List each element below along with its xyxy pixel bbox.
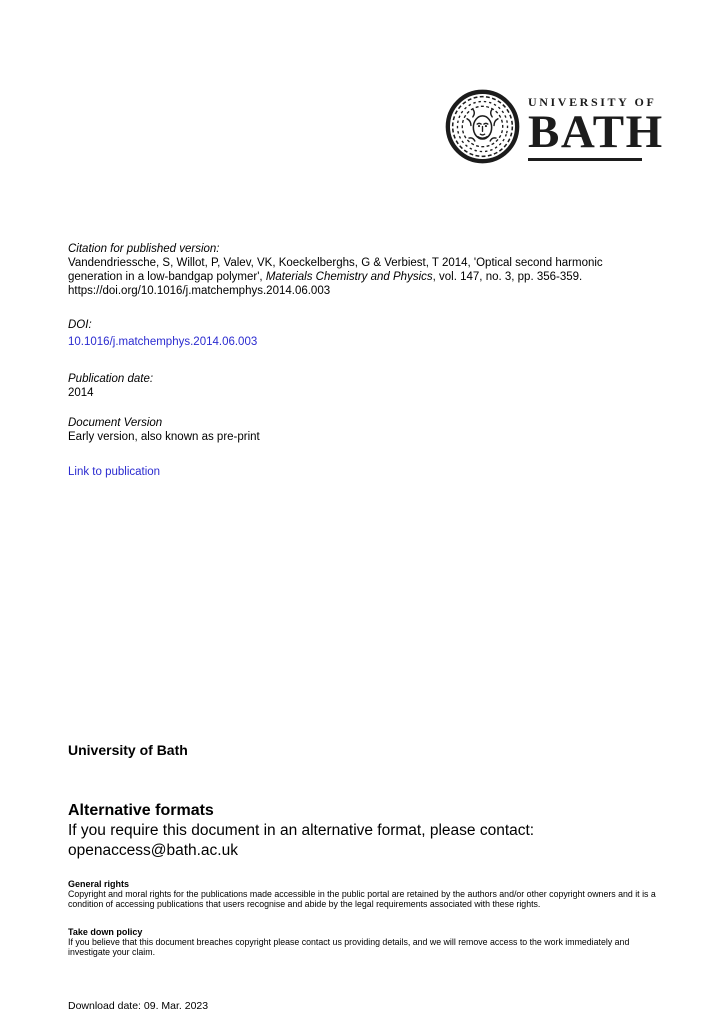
citation-journal-name: Materials Chemistry and Physics xyxy=(265,271,433,283)
citation-label: Citation for published version: xyxy=(68,243,220,255)
take-down-policy-body: If you believe that this document breaches copyright please contact us providing details, and we will remove access to the work immediately and investigate your claim. xyxy=(68,937,630,957)
alternative-formats-text: If you require this document in an alternative format, please contact: xyxy=(68,822,535,839)
alternative-formats-heading: Alternative formats xyxy=(68,802,214,819)
alternative-formats-email: openaccess@bath.ac.uk xyxy=(68,842,238,859)
document-version-section xyxy=(68,416,660,444)
doi-section xyxy=(68,318,660,350)
logo-bath-text: BATH xyxy=(528,106,664,158)
link-to-publication-section xyxy=(68,462,660,480)
bath-medallion-icon xyxy=(444,88,521,165)
citation-volume-pages: , vol. 147, no. 3, pp. 356-359. xyxy=(432,271,583,283)
document-version-label: Document Version xyxy=(68,417,163,429)
alternative-formats-section xyxy=(68,801,660,861)
general-rights-body: Copyright and moral rights for the publications made accessible in the public portal are retained by the authors and/or other copyright owners and it is a condition of accessing publications that users recognise and abide by the legal requirements associated with these rights. xyxy=(68,889,656,909)
citation-url: https://doi.org/10.1016/j.matchemphys.2014.06.003 xyxy=(68,285,331,297)
general-rights-section xyxy=(68,879,660,909)
general-rights-heading: General rights xyxy=(68,879,130,889)
citation-authors-title: Vandendriessche, S, Willot, P, Valev, VK, Koeckelberghs, G & Verbiest, T 2014, 'Optical second harmonic generation in a low-bandgap polymer', xyxy=(68,257,603,283)
logo-underline xyxy=(528,158,642,161)
link-to-publication[interactable]: Link to publication xyxy=(68,466,161,478)
publication-date-section xyxy=(68,372,660,400)
doi-label: DOI: xyxy=(68,319,92,331)
university-logo xyxy=(444,88,664,165)
take-down-policy-heading: Take down policy xyxy=(68,927,143,937)
document-version-value: Early version, also known as pre-print xyxy=(68,431,260,443)
publication-date-label: Publication date: xyxy=(68,373,154,385)
citation-section xyxy=(68,242,660,298)
logo-university-of-text: UNIVERSITY OF xyxy=(528,95,657,109)
download-date: Download date: 09. Mar. 2023 xyxy=(68,1000,209,1012)
publication-date-value: 2014 xyxy=(68,387,94,399)
logo-text xyxy=(528,88,664,161)
citation-text xyxy=(68,256,660,298)
take-down-policy-section xyxy=(68,927,660,957)
university-heading: University of Bath xyxy=(68,742,188,758)
doi-link[interactable]: 10.1016/j.matchemphys.2014.06.003 xyxy=(68,336,258,348)
